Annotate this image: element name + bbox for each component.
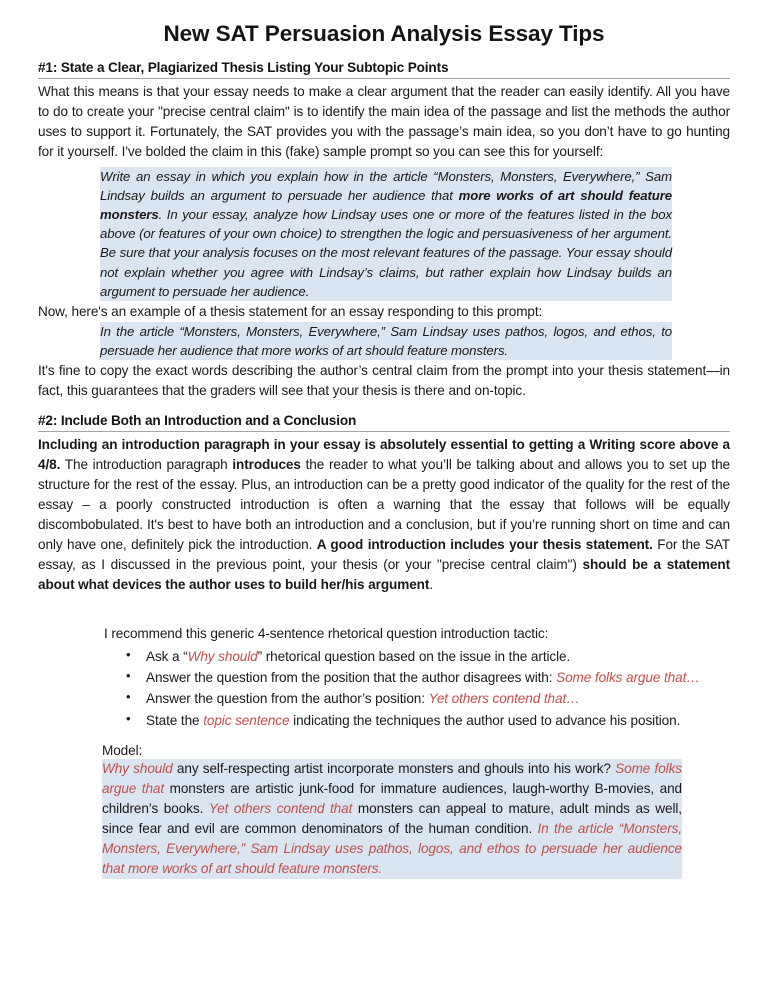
section-heading-tip-1: #1: State a Clear, Plagiarized Thesis Listing Your Subtopic Points bbox=[38, 60, 730, 79]
list-item-pre: Answer the question from the position that the author disagrees with: bbox=[146, 670, 557, 686]
list-item-pre: Answer the question from the author’s position: bbox=[146, 691, 429, 707]
list-item-highlight: Why should bbox=[187, 648, 258, 664]
sample-prompt-part2: . In your essay, analyze how Lindsay uses one or more of the features listed in the box above (or features of your own choice) to strengthen the logic and persuasiveness of her argument. Be sure that your analysis focuses on the most relevant features of the passage. Your essay should not explain whether you agree with Lindsay’s claims, but rather explain how Lindsay builds an argument to persuade her audience. bbox=[100, 207, 672, 299]
bullet-icon: • bbox=[126, 710, 131, 726]
model-seg-some-folks: Some folks argue that bbox=[102, 761, 682, 797]
bullet-icon: • bbox=[126, 689, 131, 705]
tactic-intro: I recommend this generic 4-sentence rhetorical question introduction tactic: bbox=[104, 626, 549, 642]
model-label: Model: bbox=[102, 743, 143, 759]
tip2-bold-closing: should be a statement about what devices the author uses to build her/his argument bbox=[38, 556, 731, 592]
tip2-text-2: the reader to what you’ll be talking about and allows you to set up the structure for the rest of the essay. Plus, an introduction can be a pretty good indicator of the quality for the rest of the essay – a poorly constructed introduction is often a warning that the essay that follows will be equally discombobulated. It's best to have both an introduction and a conclusion, but if you’re running short on time and can only have one, definitely pick the introduction. bbox=[38, 457, 730, 552]
spacer bbox=[38, 401, 730, 413]
tip2-bold-opening: Including an introduction paragraph in your essay is absolutely essential to getting a Writing score above a 4/8. bbox=[38, 437, 730, 473]
section-heading-tip-2: #2: Include Both an Introduction and a Conclusion bbox=[38, 413, 730, 432]
sample-prompt-part1: Write an essay in which you explain how in the article “Monsters, Monsters, Everywhere,” Sam Lindsay builds an argument to persuade her audience that bbox=[100, 168, 672, 203]
tip1-closing-paragraph: It's fine to copy the exact words describing the author’s central claim from the prompt into your thesis statement—in fact, this guarantees that the graders will see that your thesis is there and on-topic. bbox=[38, 363, 730, 399]
list-item bbox=[38, 688, 730, 709]
tip2-bold-good-intro: A good introduction includes your thesis statement. bbox=[316, 536, 653, 552]
tip1-intro-paragraph: What this means is that your essay needs to make a clear argument that the reader can easily identify. All you have to do to create your "precise central claim" is to identify the main idea of the passage and list the methods the author uses to support it. Fortunately, the SAT provides you with the passage’s main idea, so you don’t have to go hunting for it yourself. I've bolded the claim in this (fake) sample prompt so you can see this for yourself: bbox=[38, 84, 730, 159]
model-seg-topic-sentence: In the article “Monsters, Monsters, Everywhere,” Sam Lindsay uses pathos, logos, and ethos to persuade her audience that more works of art should feature monsters. bbox=[102, 821, 683, 876]
list-item bbox=[38, 710, 730, 731]
list-item-highlight: Yet others contend that… bbox=[428, 691, 580, 707]
tip2-bold-introduces: introduces bbox=[232, 457, 301, 473]
list-item-post: ” rhetorical question based on the issue in the article. bbox=[257, 648, 571, 664]
list-item bbox=[38, 667, 730, 688]
tip2-text-end: . bbox=[429, 576, 433, 592]
tip2-text-1: The introduction paragraph bbox=[60, 457, 233, 473]
list-item-highlight: Some folks argue that… bbox=[556, 670, 700, 686]
tactic-list bbox=[38, 646, 730, 731]
sample-prompt-bold-claim: more works of art should feature monsters bbox=[100, 187, 672, 223]
spacer bbox=[38, 731, 730, 743]
model-seg-2: any self-respecting artist incorporate monsters and ghouls into his work? bbox=[172, 761, 616, 777]
thesis-lead-in: Now, here's an example of a thesis statement for an essay responding to this prompt: bbox=[38, 304, 543, 320]
sample-prompt-quote bbox=[100, 167, 672, 301]
bullet-icon: • bbox=[126, 646, 131, 662]
list-item-pre: Ask a “ bbox=[146, 648, 188, 664]
model-paragraph bbox=[102, 759, 682, 879]
model-seg-why-should: Why should bbox=[102, 761, 173, 777]
list-item bbox=[38, 646, 730, 667]
list-item-post: indicating the techniques the author used to advance his position. bbox=[289, 712, 681, 728]
list-item-highlight: topic sentence bbox=[203, 712, 290, 728]
model-seg-6: monsters can appeal to mature, adult minds as well, since fear and evil are common denominators of the human condition. bbox=[102, 801, 682, 837]
list-item-pre: State the bbox=[146, 712, 204, 728]
model-seg-4: monsters are artistic junk-food for immature audiences, laugh-worthy B-movies, and children’s books. bbox=[102, 781, 683, 817]
thesis-statement-quote: In the article “Monsters, Monsters, Everywhere,” Sam Lindsay uses pathos, logos, and ethos, to persuade her audience that more works of art should feature monsters. bbox=[100, 322, 672, 360]
tip2-text-3: For the SAT essay, as I discussed in the previous point, your thesis (or your "precise central claim") bbox=[38, 536, 730, 572]
tip2-paragraph bbox=[38, 435, 730, 594]
page-title: New SAT Persuasion Analysis Essay Tips bbox=[163, 21, 605, 46]
bullet-icon: • bbox=[126, 668, 131, 684]
spacer bbox=[38, 594, 730, 624]
model-seg-yet-others: Yet others contend that bbox=[208, 801, 353, 817]
